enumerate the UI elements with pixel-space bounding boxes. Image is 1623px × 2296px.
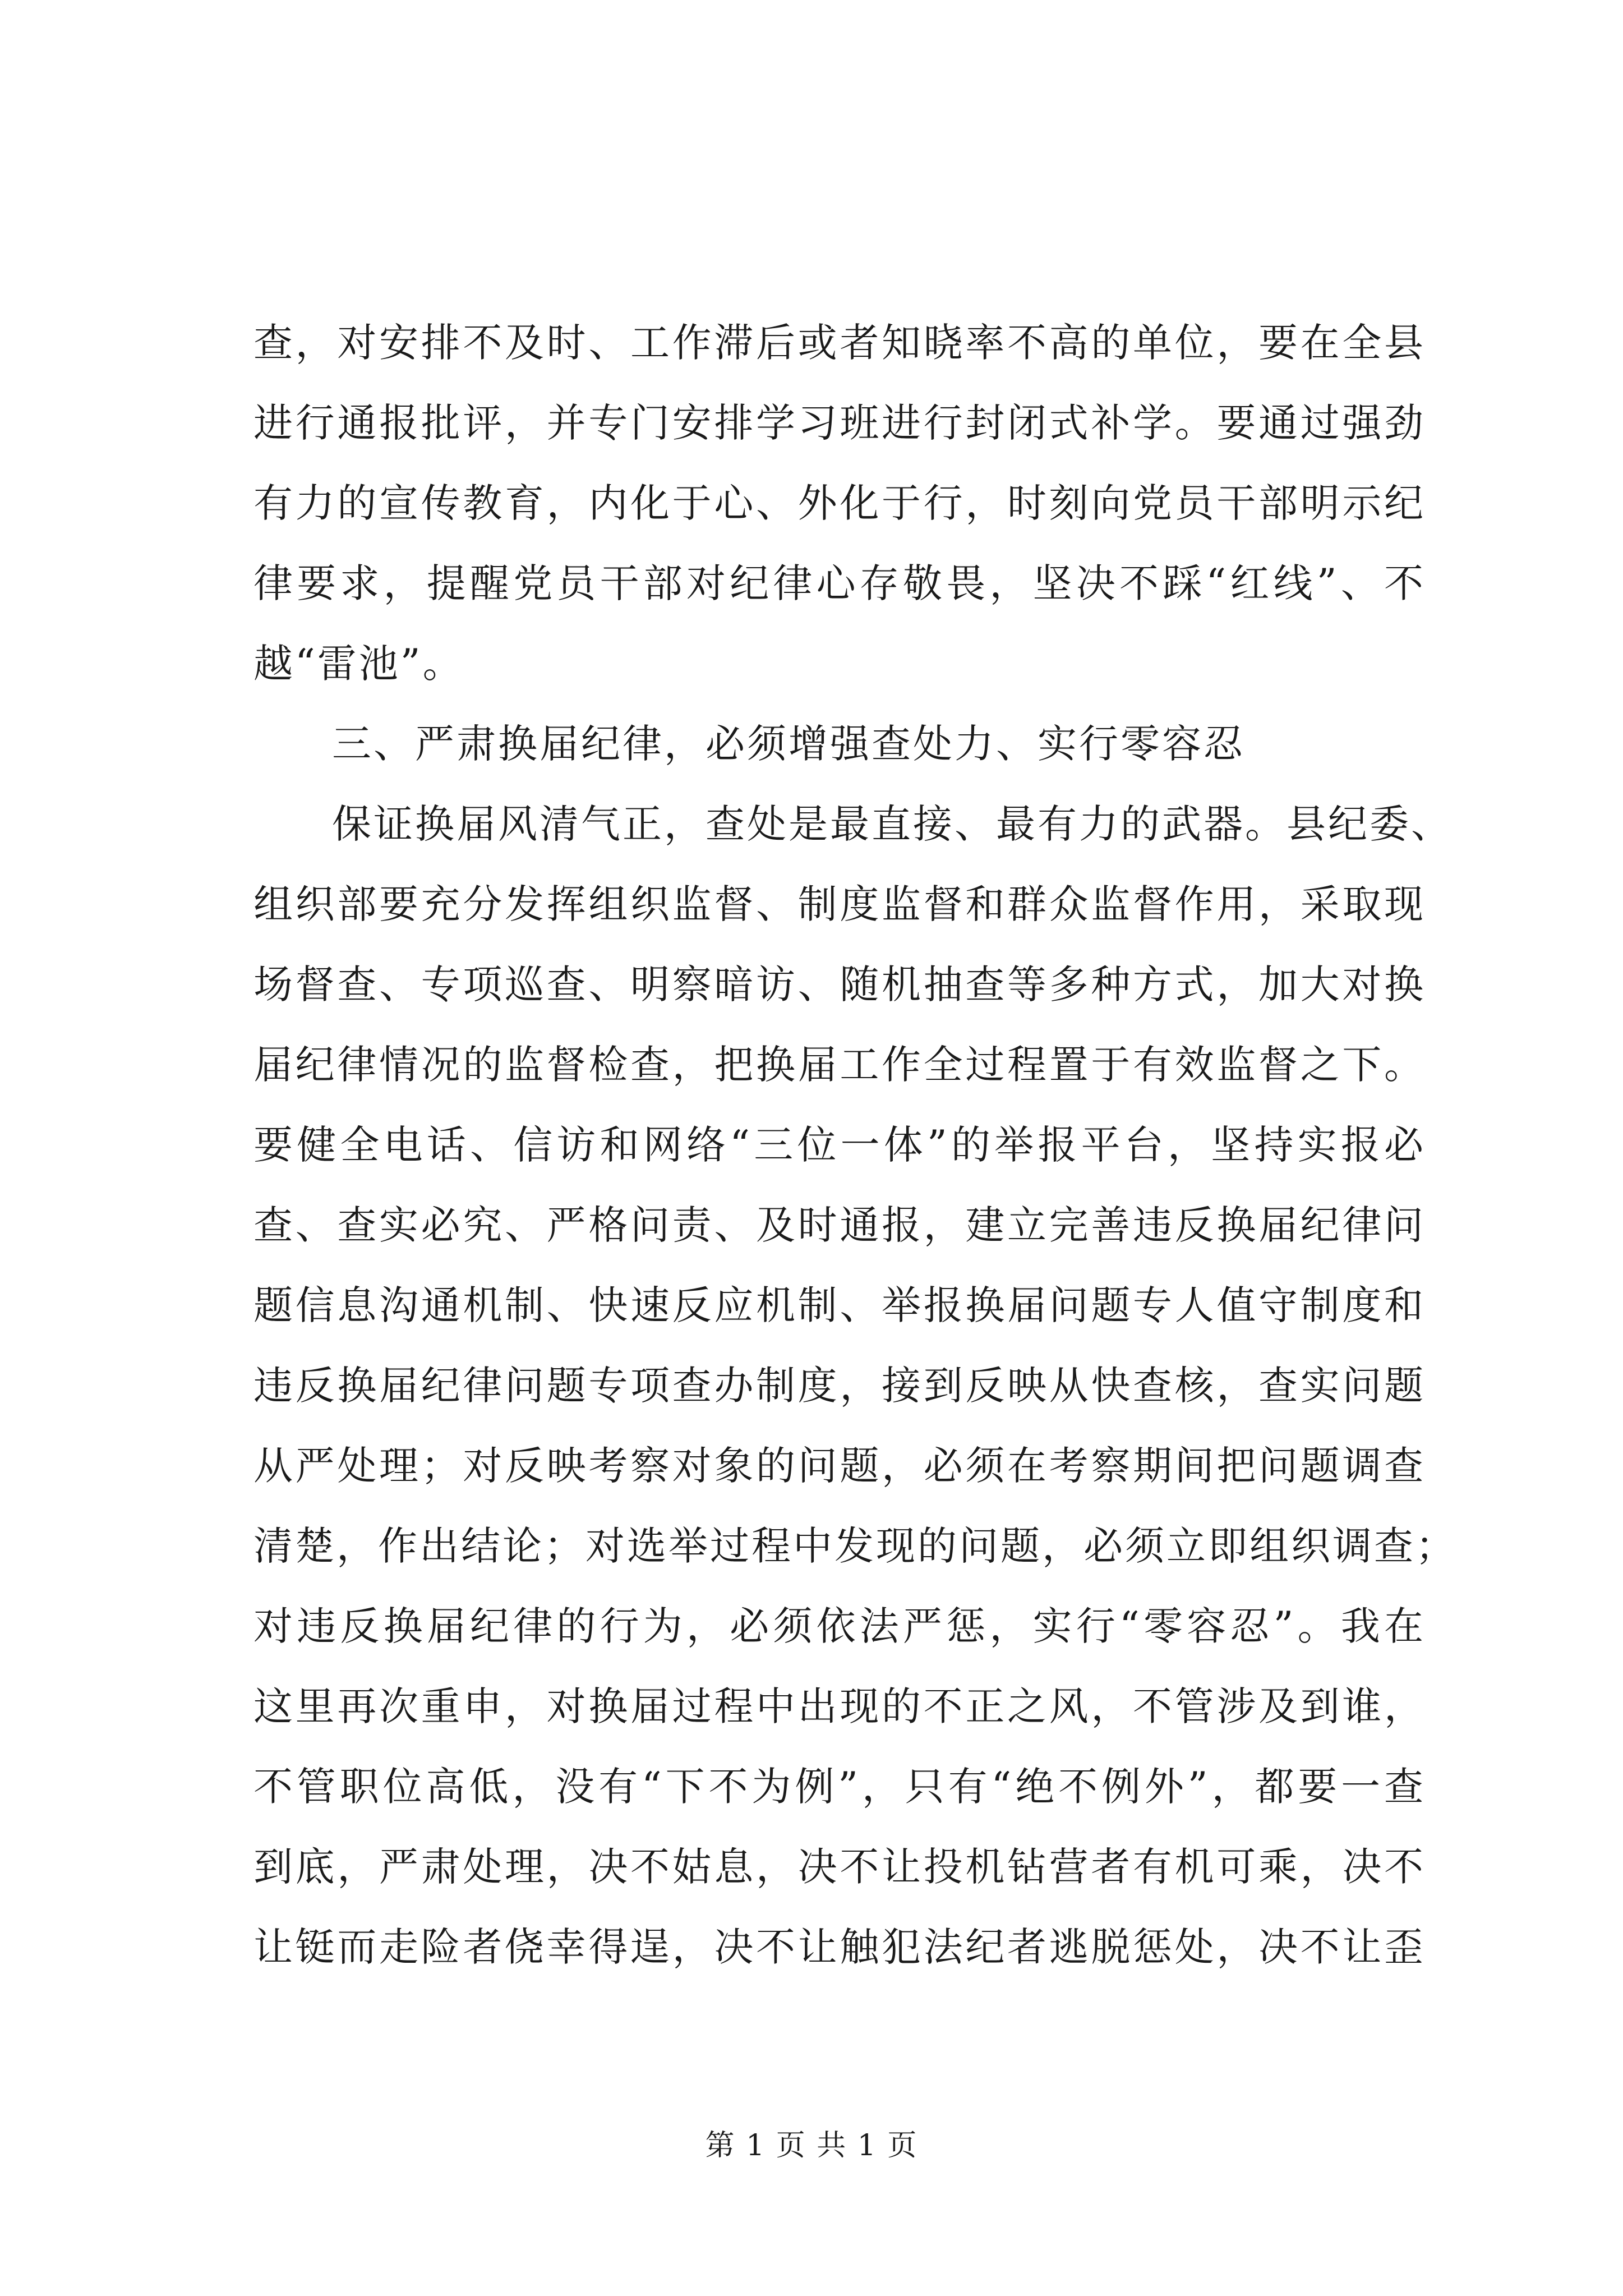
text-line: 届纪律情况的监督检查，把换届工作全过程置于有效监督之下。: [253, 1042, 1426, 1088]
text-line: 清楚，作出结论；对选举过程中发现的问题，必须立即组织调查；: [253, 1523, 1457, 1569]
text-line: 组织部要充分发挥组织监督、制度监督和群众监督作用，采取现: [253, 881, 1426, 927]
text-line: 查，对安排不及时、工作滞后或者知晓率不高的单位，要在全县: [253, 320, 1426, 366]
text-line: 有力的宣传教育，内化于心、外化于行，时刻向党员干部明示纪: [253, 480, 1426, 526]
document-body: [253, 303, 1457, 1987]
paragraph-first-line: 保证换届风清气正，查处是最直接、最有力的武器。县纪委、: [332, 801, 1453, 847]
text-line: 对违反换届纪律的行为，必须依法严惩，实行“零容忍”。我在: [253, 1603, 1426, 1649]
page-footer: 第 1 页 共 1 页: [705, 2129, 918, 2162]
text-line: 从严处理；对反映考察对象的问题，必须在考察期间把问题调查: [253, 1443, 1426, 1489]
text-line: 违反换届纪律问题专项查办制度，接到反映从快查核，查实问题: [253, 1363, 1426, 1409]
section-heading: 三、严肃换届纪律，必须增强查处力、实行零容忍: [332, 721, 1245, 767]
text-line: 到底，严肃处理，决不姑息，决不让投机钻营者有机可乘，决不: [253, 1844, 1426, 1890]
text-line: 越“雷池”。: [253, 641, 464, 687]
text-line: 要健全电话、信访和网络“三位一体”的举报平台，坚持实报必: [253, 1122, 1426, 1168]
text-line: 让铤而走险者侥幸得逞，决不让触犯法纪者逃脱惩处，决不让歪: [253, 1924, 1426, 1970]
text-line: 进行通报批评，并专门安排学习班进行封闭式补学。要通过强劲: [253, 400, 1426, 446]
text-line: 场督查、专项巡查、明察暗访、随机抽查等多种方式，加大对换: [253, 961, 1426, 1007]
text-line: 查、查实必究、严格问责、及时通报，建立完善违反换届纪律问: [253, 1202, 1426, 1248]
text-line: 这里再次重申，对换届过程中出现的不正之风，不管涉及到谁，: [253, 1683, 1426, 1729]
text-line: 题信息沟通机制、快速反应机制、举报换届问题专人值守制度和: [253, 1282, 1426, 1328]
text-line: 律要求，提醒党员干部对纪律心存敬畏，坚决不踩“红线”、不: [253, 560, 1426, 606]
text-line: 不管职位高低，没有“下不为例”，只有“绝不例外”，都要一查: [253, 1764, 1426, 1810]
